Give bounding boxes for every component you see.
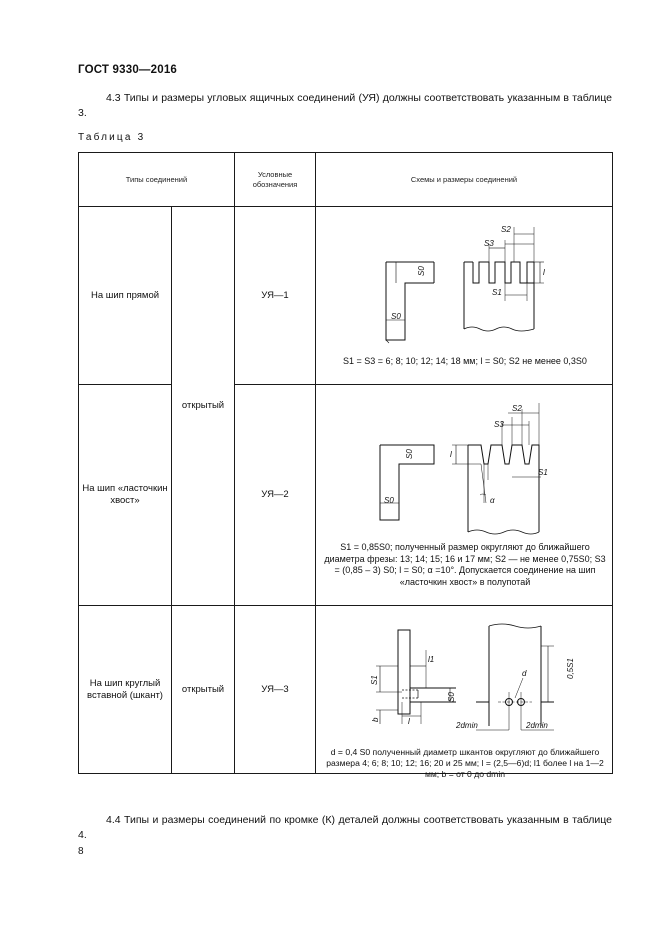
row2-type: На шип «ласточкин хвост» bbox=[82, 483, 168, 506]
label-b: b bbox=[371, 717, 380, 722]
row3-note: d = 0,4 S0 полученный диаметр шкантов округляют до ближайшего размера 4; 6; 8; 10; 12; 16; 20 и 25 мм; l = (2,5—6)d; l1 более l на 1—2 мм; b = от 0 до dmin bbox=[326, 747, 604, 779]
paragraph-4-4: 4.4 Типы и размеры соединений по кромке (К) деталей должны соответствовать указанным в таблице 4. bbox=[78, 814, 612, 841]
label-s1: S1 bbox=[538, 468, 548, 477]
label-s3: S3 bbox=[494, 420, 504, 429]
label-s0: S0 bbox=[391, 312, 401, 321]
row2-code: УЯ—2 bbox=[261, 489, 289, 500]
header-schemes: Схемы и размеры соединений bbox=[410, 174, 518, 184]
label-half-s1: 0,5S1 bbox=[566, 658, 575, 679]
label-s2: S2 bbox=[501, 225, 511, 234]
label-l: l bbox=[543, 268, 545, 277]
label-2dmin-right: 2dmin bbox=[526, 721, 548, 730]
row1-code: УЯ—1 bbox=[261, 289, 289, 301]
header-designation: Условные обозначения bbox=[252, 169, 298, 189]
label-2dmin-left: 2dmin bbox=[456, 721, 478, 730]
row3-code: УЯ—3 bbox=[261, 683, 289, 695]
table-border-right bbox=[612, 152, 613, 774]
table-caption: Таблица 3 bbox=[78, 132, 146, 143]
rows12-kind: открытый bbox=[181, 400, 225, 411]
l-part-outline bbox=[386, 262, 434, 340]
label-s3: S3 bbox=[484, 239, 494, 248]
label-s0-vertical: S0 bbox=[405, 449, 414, 459]
row1-note: S1 = S3 = 6; 8; 10; 12; 14; 18 мм; l = S0; S2 не менее 0,3S0 bbox=[343, 356, 587, 366]
label-l1: l1 bbox=[428, 655, 435, 664]
label-alpha: α bbox=[490, 496, 495, 505]
label-l: l bbox=[408, 717, 410, 726]
header-types: Типы соединений bbox=[125, 174, 188, 184]
label-d: d bbox=[522, 669, 527, 678]
document-header: ГОСТ 9330—2016 bbox=[78, 64, 178, 76]
label-s1: S1 bbox=[370, 675, 379, 685]
row3-type: На шип круглый вставной (шкант) bbox=[87, 677, 163, 701]
row1-type: На шип прямой bbox=[90, 289, 160, 301]
label-s0: S0 bbox=[384, 496, 394, 505]
row2-note: S1 = 0,85S0; полученный размер округляют до ближайшего диаметра фрезы: 13; 14; 15; 16 и 17 мм; S2 — не менее 0,75S0; S3 = (0,85 – 3) S0; l = S0; α =10°. Допускается соединение на шип «ласточкин хвост» в полупотай bbox=[324, 542, 606, 587]
label-s2: S2 bbox=[512, 404, 522, 413]
paragraph-4-3: 4.3 Типы и размеры угловых ящичных соединений (УЯ) должны соответствовать указанным в таблице 3. bbox=[78, 92, 612, 119]
label-s0-vertical: S0 bbox=[417, 266, 426, 276]
row3-kind: открытый bbox=[181, 683, 225, 695]
label-l: l bbox=[450, 450, 452, 459]
page-number: 8 bbox=[78, 846, 84, 857]
label-s1: S1 bbox=[492, 288, 502, 297]
label-s0: S0 bbox=[447, 692, 456, 702]
